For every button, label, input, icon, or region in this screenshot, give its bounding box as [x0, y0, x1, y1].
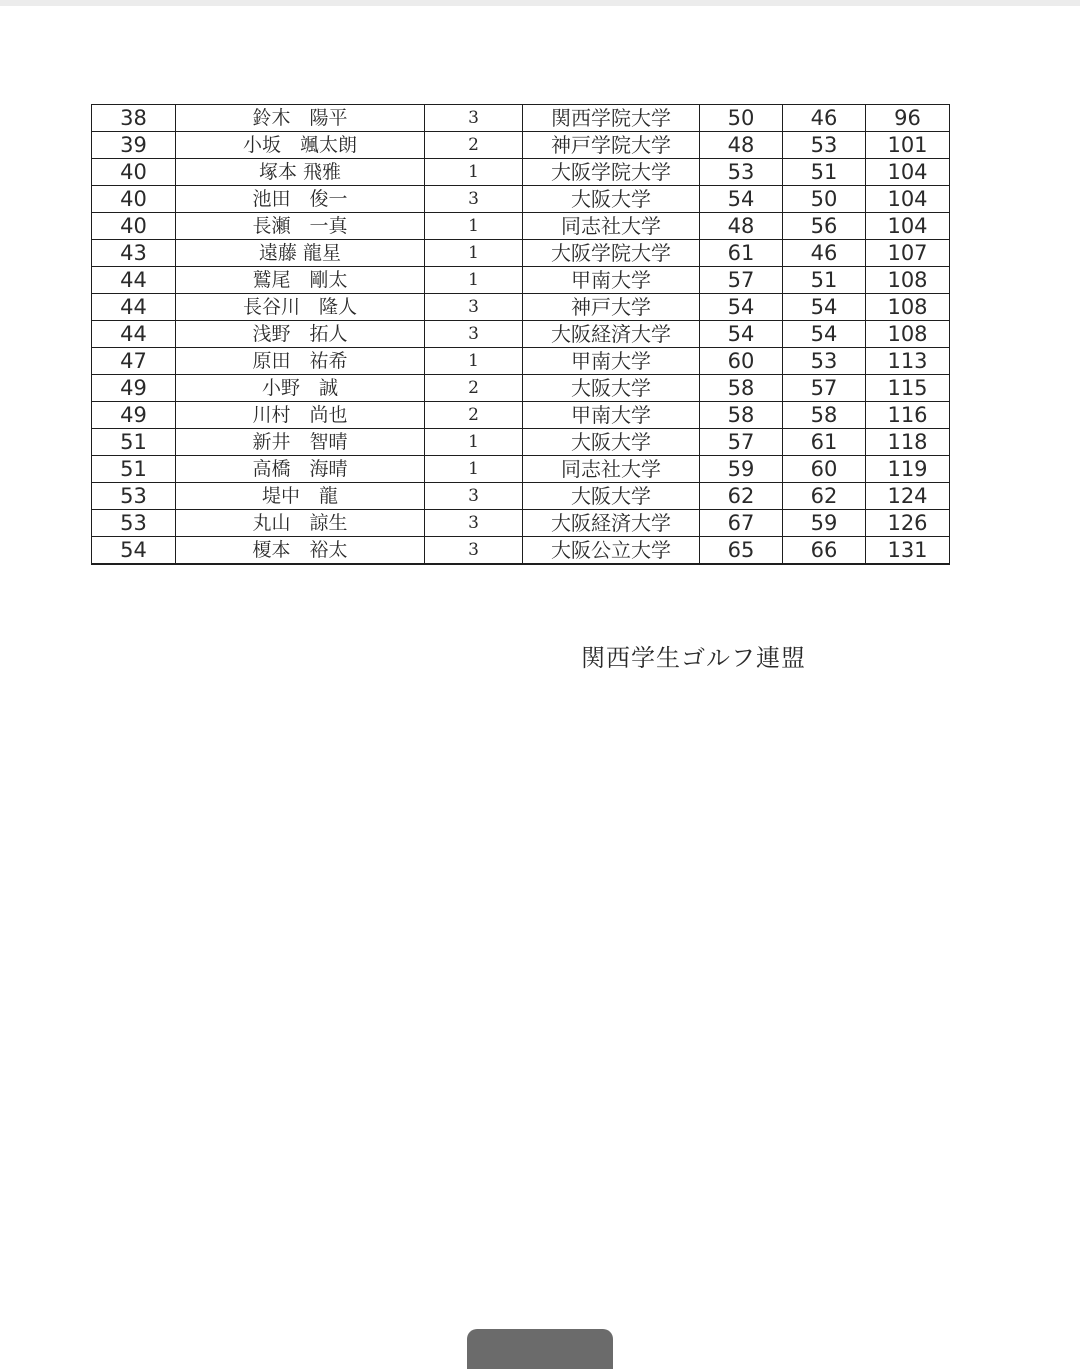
rank-cell: 49: [92, 402, 176, 429]
player-name-cell: 長瀬 一真: [176, 213, 425, 240]
out-score-cell: 57: [700, 429, 783, 456]
grade-cell: 2: [425, 132, 523, 159]
university-cell: 大阪学院大学: [523, 240, 700, 267]
university-cell: 大阪大学: [523, 429, 700, 456]
university-cell: 大阪大学: [523, 375, 700, 402]
rank-cell: 51: [92, 429, 176, 456]
rank-cell: 43: [92, 240, 176, 267]
table-row: [92, 429, 950, 456]
organization-name: 関西学生ゴルフ連盟: [581, 644, 806, 672]
out-score-cell: 48: [700, 132, 783, 159]
university-cell: 大阪大学: [523, 186, 700, 213]
grade-cell: 1: [425, 213, 523, 240]
table-row: [92, 537, 950, 565]
in-score-cell: 53: [783, 348, 866, 375]
total-score-cell: 124: [866, 483, 950, 510]
table-row: [92, 105, 950, 132]
in-score-cell: 54: [783, 294, 866, 321]
total-score-cell: 116: [866, 402, 950, 429]
in-score-cell: 60: [783, 456, 866, 483]
rank-cell: 38: [92, 105, 176, 132]
table-row: [92, 132, 950, 159]
out-score-cell: 58: [700, 375, 783, 402]
total-score-cell: 101: [866, 132, 950, 159]
total-score-cell: 104: [866, 213, 950, 240]
university-cell: 甲南大学: [523, 267, 700, 294]
in-score-cell: 57: [783, 375, 866, 402]
in-score-cell: 56: [783, 213, 866, 240]
player-name-cell: 浅野 拓人: [176, 321, 425, 348]
total-score-cell: 119: [866, 456, 950, 483]
university-cell: 大阪学院大学: [523, 159, 700, 186]
in-score-cell: 50: [783, 186, 866, 213]
player-name-cell: 池田 俊一: [176, 186, 425, 213]
player-name-cell: 鷲尾 剛太: [176, 267, 425, 294]
grade-cell: 1: [425, 429, 523, 456]
table-row: [92, 456, 950, 483]
grade-cell: 1: [425, 240, 523, 267]
in-score-cell: 54: [783, 321, 866, 348]
out-score-cell: 57: [700, 267, 783, 294]
total-score-cell: 104: [866, 186, 950, 213]
total-score-cell: 118: [866, 429, 950, 456]
rank-cell: 44: [92, 294, 176, 321]
in-score-cell: 51: [783, 267, 866, 294]
player-name-cell: 丸山 諒生: [176, 510, 425, 537]
out-score-cell: 54: [700, 294, 783, 321]
out-score-cell: 48: [700, 213, 783, 240]
in-score-cell: 59: [783, 510, 866, 537]
total-score-cell: 108: [866, 267, 950, 294]
in-score-cell: 61: [783, 429, 866, 456]
table-row: [92, 240, 950, 267]
table-row: [92, 375, 950, 402]
university-cell: 大阪経済大学: [523, 321, 700, 348]
in-score-cell: 51: [783, 159, 866, 186]
university-cell: 同志社大学: [523, 213, 700, 240]
table-row: [92, 402, 950, 429]
player-name-cell: 鈴木 陽平: [176, 105, 425, 132]
grade-cell: 2: [425, 375, 523, 402]
table-row: [92, 294, 950, 321]
table-row: [92, 159, 950, 186]
out-score-cell: 61: [700, 240, 783, 267]
player-name-cell: 長谷川 隆人: [176, 294, 425, 321]
grade-cell: 3: [425, 186, 523, 213]
rank-cell: 53: [92, 483, 176, 510]
out-score-cell: 53: [700, 159, 783, 186]
player-name-cell: 小坂 颯太朗: [176, 132, 425, 159]
top-edge-strip: [0, 0, 1080, 6]
grade-cell: 2: [425, 402, 523, 429]
in-score-cell: 58: [783, 402, 866, 429]
player-name-cell: 新井 智晴: [176, 429, 425, 456]
total-score-cell: 115: [866, 375, 950, 402]
rank-cell: 53: [92, 510, 176, 537]
in-score-cell: 46: [783, 240, 866, 267]
out-score-cell: 62: [700, 483, 783, 510]
player-name-cell: 榎本 裕太: [176, 537, 425, 565]
rank-cell: 39: [92, 132, 176, 159]
table-row: [92, 348, 950, 375]
grade-cell: 1: [425, 456, 523, 483]
out-score-cell: 60: [700, 348, 783, 375]
rank-cell: 47: [92, 348, 176, 375]
results-table-body: [92, 105, 950, 565]
total-score-cell: 104: [866, 159, 950, 186]
grade-cell: 1: [425, 159, 523, 186]
total-score-cell: 108: [866, 321, 950, 348]
in-score-cell: 66: [783, 537, 866, 565]
rank-cell: 44: [92, 267, 176, 294]
grade-cell: 3: [425, 483, 523, 510]
bottom-toolbar-handle[interactable]: [467, 1329, 613, 1369]
in-score-cell: 46: [783, 105, 866, 132]
player-name-cell: 堤中 龍: [176, 483, 425, 510]
results-table: [91, 104, 950, 565]
rank-cell: 54: [92, 537, 176, 565]
total-score-cell: 96: [866, 105, 950, 132]
rank-cell: 40: [92, 159, 176, 186]
grade-cell: 3: [425, 321, 523, 348]
rank-cell: 40: [92, 186, 176, 213]
university-cell: 大阪経済大学: [523, 510, 700, 537]
player-name-cell: 塚本 飛雅: [176, 159, 425, 186]
table-row: [92, 186, 950, 213]
university-cell: 神戸大学: [523, 294, 700, 321]
player-name-cell: 高橋 海晴: [176, 456, 425, 483]
player-name-cell: 遠藤 龍星: [176, 240, 425, 267]
university-cell: 甲南大学: [523, 348, 700, 375]
total-score-cell: 126: [866, 510, 950, 537]
player-name-cell: 小野 誠: [176, 375, 425, 402]
table-row: [92, 510, 950, 537]
out-score-cell: 65: [700, 537, 783, 565]
university-cell: 同志社大学: [523, 456, 700, 483]
total-score-cell: 113: [866, 348, 950, 375]
out-score-cell: 54: [700, 321, 783, 348]
rank-cell: 40: [92, 213, 176, 240]
grade-cell: 3: [425, 294, 523, 321]
rank-cell: 51: [92, 456, 176, 483]
table-row: [92, 483, 950, 510]
table-row: [92, 213, 950, 240]
grade-cell: 3: [425, 105, 523, 132]
total-score-cell: 108: [866, 294, 950, 321]
table-row: [92, 267, 950, 294]
grade-cell: 1: [425, 348, 523, 375]
rank-cell: 44: [92, 321, 176, 348]
grade-cell: 1: [425, 267, 523, 294]
university-cell: 甲南大学: [523, 402, 700, 429]
in-score-cell: 62: [783, 483, 866, 510]
grade-cell: 3: [425, 537, 523, 565]
university-cell: 神戸学院大学: [523, 132, 700, 159]
university-cell: 大阪大学: [523, 483, 700, 510]
out-score-cell: 59: [700, 456, 783, 483]
table-row: [92, 321, 950, 348]
out-score-cell: 54: [700, 186, 783, 213]
total-score-cell: 107: [866, 240, 950, 267]
player-name-cell: 原田 祐希: [176, 348, 425, 375]
university-cell: 大阪公立大学: [523, 537, 700, 565]
in-score-cell: 53: [783, 132, 866, 159]
out-score-cell: 67: [700, 510, 783, 537]
grade-cell: 3: [425, 510, 523, 537]
total-score-cell: 131: [866, 537, 950, 565]
player-name-cell: 川村 尚也: [176, 402, 425, 429]
out-score-cell: 58: [700, 402, 783, 429]
rank-cell: 49: [92, 375, 176, 402]
out-score-cell: 50: [700, 105, 783, 132]
university-cell: 関西学院大学: [523, 105, 700, 132]
